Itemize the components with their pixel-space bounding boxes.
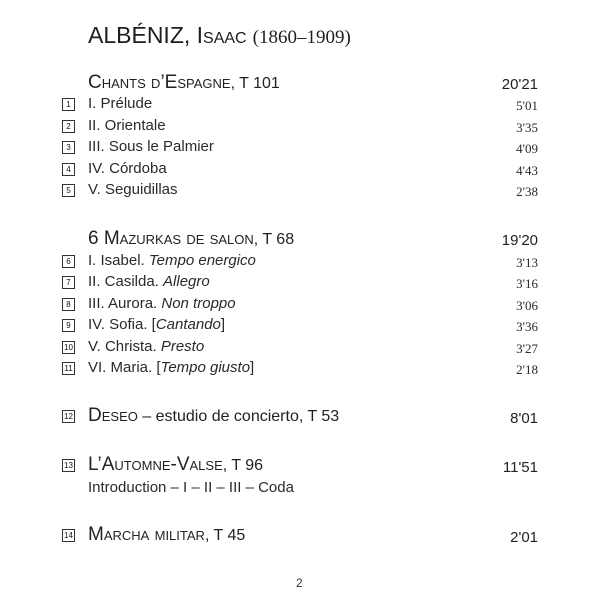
work-total-duration: 19'20 [501, 232, 538, 249]
track-duration: 4'43 [516, 163, 538, 178]
track-number-box: 2 [62, 120, 75, 133]
track-title-text: II. Casilda. [88, 273, 164, 290]
track-number-box: 6 [62, 255, 75, 268]
work-title-mazurkas [88, 228, 294, 250]
track-title-text: IV. Córdoba [88, 160, 167, 177]
work-name: Marcha militar [88, 524, 205, 545]
track-tempo: Tempo giusto [160, 359, 251, 376]
track-title [88, 138, 214, 155]
track-number-box: 5 [62, 184, 75, 197]
track-title [88, 95, 152, 112]
track-title [88, 316, 225, 333]
track-title-text: II. Orientale [88, 117, 166, 134]
track-number-box: 7 [62, 276, 75, 289]
track-tempo: Tempo energico [148, 252, 256, 269]
track-title-text: I. Isabel. [88, 252, 149, 269]
track-duration: 3'06 [516, 298, 538, 313]
work-name: Chants d’Espagne [88, 72, 231, 93]
work-name: 6 Mazurkas de salon [88, 228, 254, 249]
track-tempo: Cantando [155, 316, 221, 333]
work-title-chants-d-espagne [88, 72, 280, 94]
work-total-duration: 20'21 [501, 76, 538, 93]
work-catalogue: , T 68 [253, 231, 295, 248]
work-name: Deseo [88, 405, 138, 426]
track-title-text: I. Prélude [88, 95, 153, 112]
track-number-box: 1 [62, 98, 75, 111]
work-total-duration: 11'51 [502, 459, 538, 476]
track-title [88, 273, 210, 290]
work-title-marcha-militar [88, 524, 245, 546]
work-title-automne-valse [88, 454, 263, 476]
composer-heading [88, 22, 351, 49]
track-duration: 3'16 [516, 276, 538, 291]
work-name: L’Automne-Valse [88, 454, 223, 475]
track-title [88, 160, 167, 177]
track-number-box: 3 [62, 141, 75, 154]
track-title [88, 295, 236, 312]
work-total-duration: 2'01 [510, 529, 538, 546]
track-title [88, 338, 204, 355]
track-title-text: IV. Sofia. [ [88, 316, 156, 333]
work-movements: Introduction – I – II – III – Coda [88, 479, 294, 496]
composer-first-name: Isaac [196, 22, 247, 48]
track-number-box: 12 [62, 410, 75, 423]
work-catalogue: , T 45 [204, 527, 246, 544]
track-bracket: ] [220, 316, 226, 333]
track-title-text: V. Seguidillas [88, 181, 178, 198]
track-duration: 5'01 [516, 98, 538, 113]
track-duration: 3'27 [516, 341, 538, 356]
track-duration: 2'38 [516, 184, 538, 199]
work-total-duration: 8'01 [510, 410, 538, 427]
composer-dates: (1860–1909) [252, 27, 351, 48]
track-title-text: III. Aurora. [88, 295, 162, 312]
track-duration: 3'36 [516, 319, 538, 334]
track-tempo: Presto [160, 338, 205, 355]
track-number-box: 11 [62, 362, 75, 375]
track-title [88, 181, 178, 198]
work-title-deseo [88, 405, 339, 427]
track-duration: 3'35 [516, 120, 538, 135]
track-tempo: Non troppo [161, 295, 236, 312]
track-duration: 2'18 [516, 362, 538, 377]
track-number-box: 4 [62, 163, 75, 176]
track-title [88, 117, 166, 134]
track-title-text: VI. Maria. [ [88, 359, 161, 376]
track-duration: 3'13 [516, 255, 538, 270]
work-catalogue: , T 101 [230, 75, 280, 92]
composer-surname: ALBÉNIZ, [88, 22, 191, 48]
track-title-text: V. Christa. [88, 338, 161, 355]
track-tempo: Allegro [163, 273, 210, 290]
track-number-box: 10 [62, 341, 75, 354]
work-catalogue: , T 96 [222, 457, 264, 474]
track-duration: 4'09 [516, 141, 538, 156]
track-title-text: III. Sous le Palmier [88, 138, 214, 155]
page-number: 2 [296, 576, 303, 590]
track-number-box: 9 [62, 319, 75, 332]
track-title [88, 359, 254, 376]
track-title [88, 252, 256, 269]
track-number-box: 8 [62, 298, 75, 311]
work-catalogue: – estudio de concierto, T 53 [137, 408, 340, 425]
track-number-box: 14 [62, 529, 75, 542]
track-number-box: 13 [62, 459, 75, 472]
track-bracket: ] [250, 359, 255, 376]
